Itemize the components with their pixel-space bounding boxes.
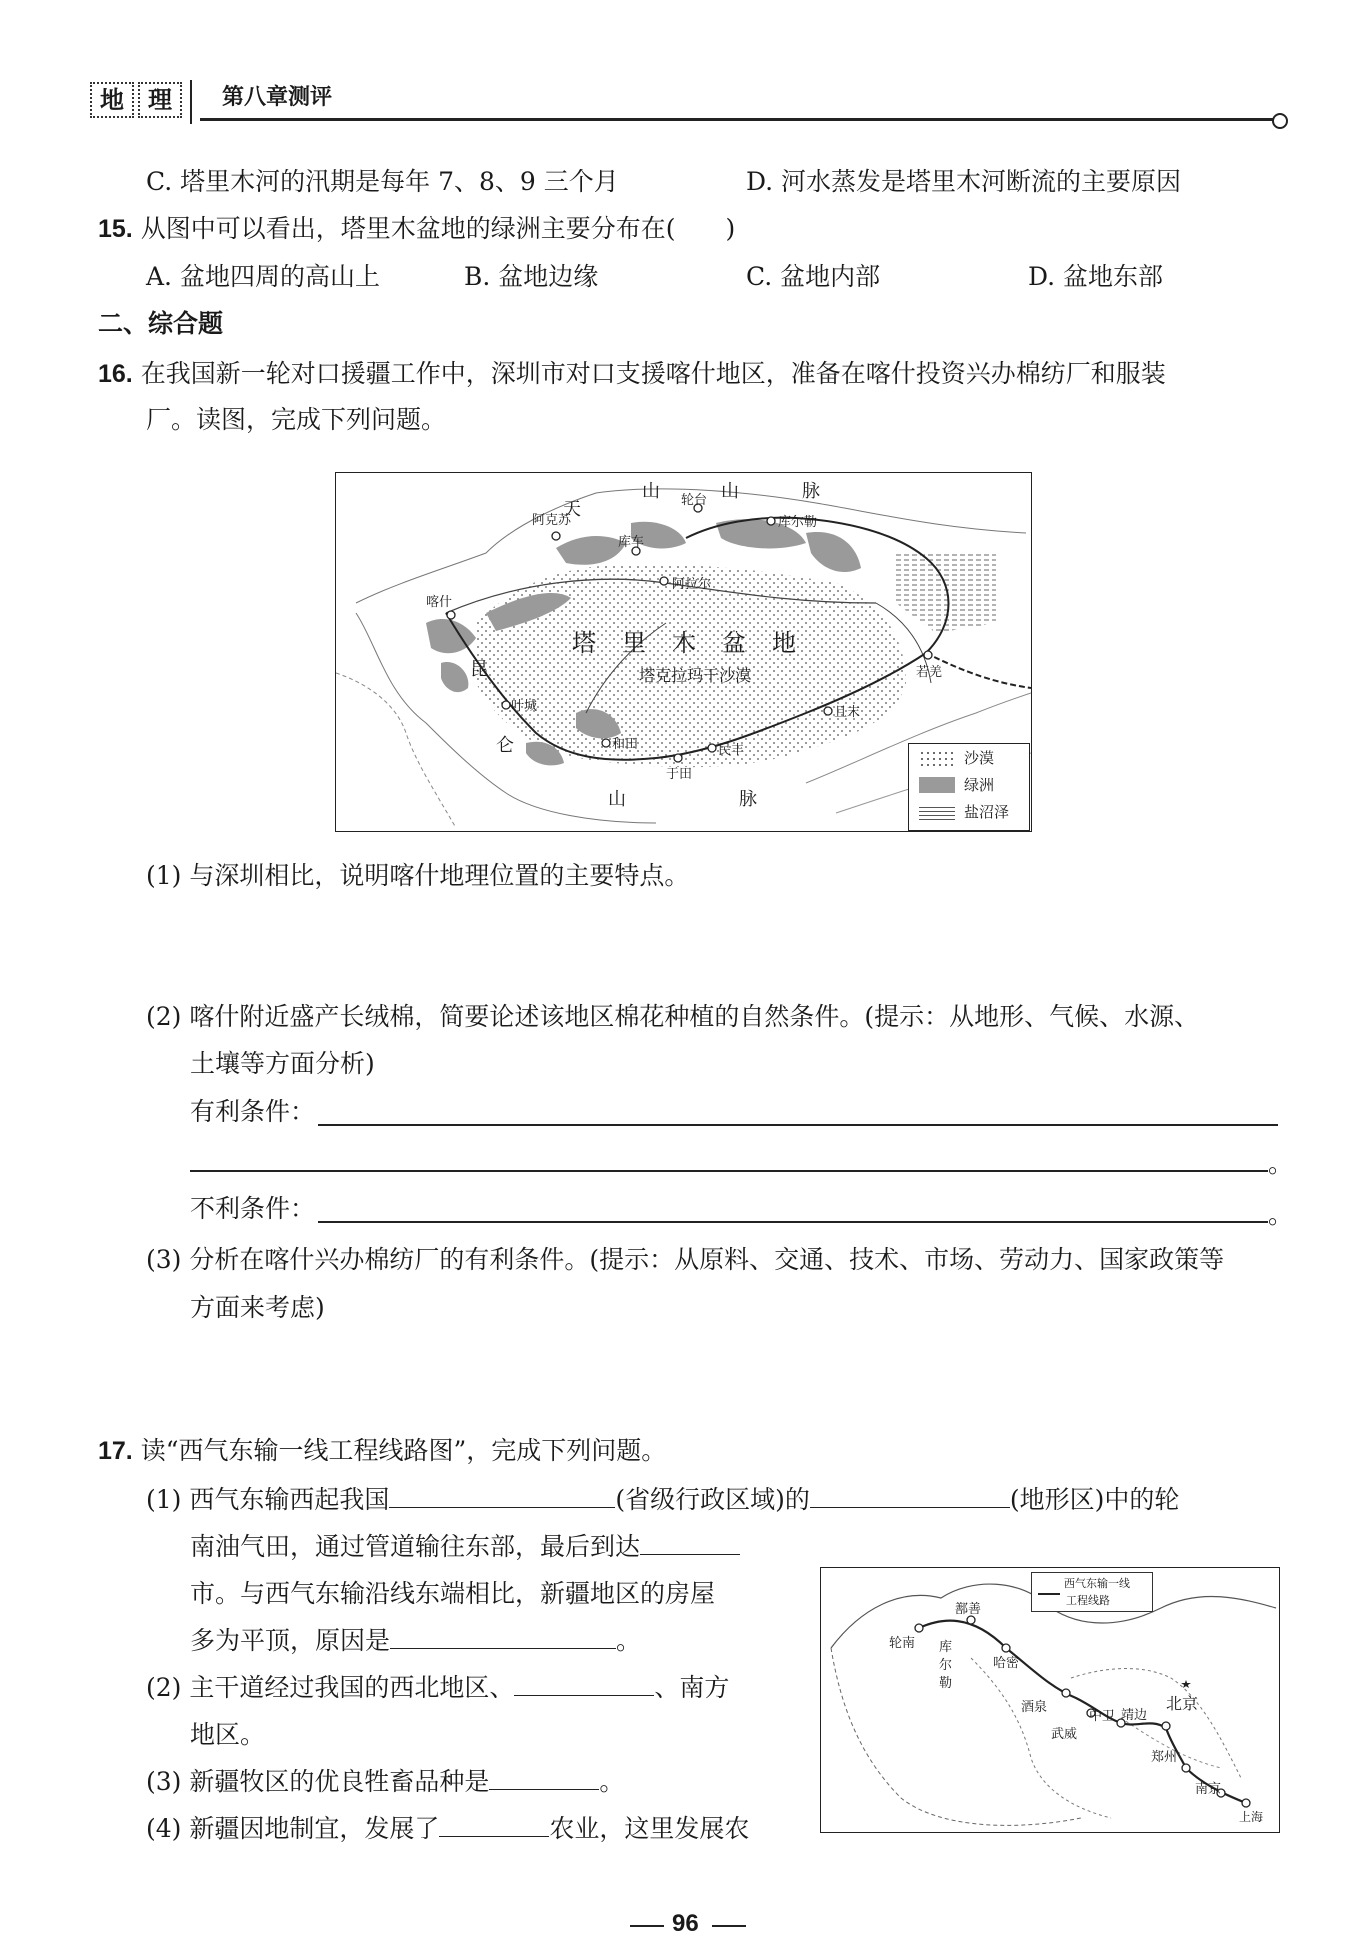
mountain-char: 昆 — [470, 659, 488, 680]
mountain-char: 天 — [563, 499, 581, 520]
livestock-blank[interactable] — [489, 1767, 599, 1790]
city-label: 和田 — [612, 737, 639, 752]
question-stem: 读“西气东输一线工程线路图”，完成下列问题。 — [140, 1436, 667, 1465]
favorable-answer-line-2[interactable] — [190, 1170, 1268, 1172]
q17-sub1-text: 多为平顶，原因是 — [190, 1626, 391, 1655]
city-label: 靖边 — [1121, 1708, 1148, 1723]
question-16-line1 — [98, 358, 1166, 390]
chapter-title: 第八章测评 — [222, 84, 333, 110]
city-label: 郑州 — [1151, 1750, 1178, 1765]
marsh-swatch — [919, 804, 955, 820]
q17-sub1-line2 — [190, 1531, 740, 1563]
q17-sub2-line2: 地区。 — [190, 1720, 266, 1749]
period-mark: 。 — [599, 1767, 625, 1796]
map-legend — [908, 743, 1030, 831]
header-divider — [190, 80, 192, 124]
q16-sub1: (1) 与深圳相比，说明喀什地理位置的主要特点。 — [146, 861, 690, 890]
q17-sub1-line4 — [190, 1625, 641, 1657]
pipeline-legend-swatch — [1038, 1593, 1060, 1595]
question-stem: 在我国新一轮对口援疆工作中，深圳市对口支援喀什地区，准备在喀什投资兴办棉纺厂和服装 — [140, 359, 1166, 388]
city-blank[interactable] — [640, 1532, 740, 1555]
tarim-basin-map — [335, 472, 1032, 832]
q15-option-b: B. 盆地边缘 — [464, 262, 599, 291]
city-label: 若羌 — [916, 665, 943, 680]
q17-sub2-line1 — [146, 1672, 729, 1704]
mountain-char: 脉 — [739, 789, 757, 810]
period-mark: 。 — [616, 1626, 642, 1655]
question-16-line2: 厂。读图，完成下列问题。 — [146, 405, 447, 434]
pipeline-map — [820, 1567, 1280, 1833]
mountain-char: 仑 — [496, 735, 514, 756]
favorable-label: 有利条件： — [190, 1097, 316, 1126]
city-label: 中卫 — [1089, 1709, 1116, 1724]
oasis-swatch — [919, 777, 955, 793]
city-label: 北京 — [1166, 1694, 1199, 1713]
q17-sub1-line1 — [146, 1484, 1179, 1516]
q17-sub1-text: 南油气田，通过管道输往东部，最后到达 — [190, 1532, 641, 1561]
question-15 — [98, 213, 735, 245]
favorable-answer-line[interactable] — [318, 1124, 1278, 1126]
period-mark: 。 — [1268, 1149, 1294, 1178]
legend-label: 沙漠 — [964, 749, 995, 767]
city-label: 武威 — [1051, 1727, 1078, 1742]
legend-label: 盐沼泽 — [964, 803, 1010, 821]
city-label: 于田 — [666, 767, 693, 782]
q15-option-d: D. 盆地东部 — [1028, 262, 1164, 291]
subject-badge-1: 地 — [90, 82, 134, 118]
city-label: 上海 — [1239, 1810, 1264, 1824]
footer-dash-right — [712, 1925, 746, 1927]
mountain-char: 脉 — [802, 481, 820, 502]
q16-sub2-line2: 土壤等方面分析) — [190, 1049, 375, 1078]
city-label: 轮南 — [889, 1636, 916, 1651]
q15-option-c: C. 盆地内部 — [746, 262, 881, 291]
unfavorable-label: 不利条件： — [190, 1194, 316, 1223]
city-label: 哈密 — [993, 1656, 1020, 1671]
q16-sub3-line2: 方面来考虑) — [190, 1293, 325, 1322]
city-label: 阿拉尔 — [672, 577, 712, 592]
basin-label: 塔 里 木 盆 地 — [572, 629, 797, 657]
legend-label: 西气东输一线 — [1064, 1577, 1130, 1590]
q16-sub3-line1: (3) 分析在喀什兴办棉纺厂的有利条件。(提示：从原料、交通、技术、市场、劳动力、国家政策等 — [146, 1245, 1225, 1274]
header-rule — [200, 118, 1277, 121]
province-blank[interactable] — [389, 1485, 615, 1508]
city-label-char: 库 — [939, 1640, 953, 1655]
q17-sub4-text: 农业，这里发展农 — [549, 1814, 750, 1843]
q17-sub2-text: (2) 主干道经过我国的西北地区、 — [146, 1673, 515, 1702]
landform-blank[interactable] — [810, 1485, 1010, 1508]
legend-label: 工程线路 — [1066, 1594, 1110, 1607]
reason-blank[interactable] — [390, 1626, 616, 1649]
city-label: 喀什 — [426, 595, 453, 610]
q17-sub1-text: (1) 西气东输西起我国 — [146, 1485, 390, 1514]
unfavorable-answer-line[interactable] — [318, 1221, 1268, 1223]
city-label: 叶城 — [511, 699, 538, 714]
question-number: 17. — [98, 1437, 133, 1465]
q17-sub4-text: (4) 新疆因地制宜，发展了 — [146, 1814, 440, 1843]
city-label: 南京 — [1195, 1782, 1222, 1797]
page-number: 96 — [672, 1910, 699, 1937]
q17-sub4 — [146, 1813, 749, 1845]
city-label: 鄯善 — [955, 1602, 982, 1617]
q15-option-a: A. 盆地四周的高山上 — [146, 262, 380, 291]
question-number: 16. — [98, 360, 133, 388]
desert-label: 塔克拉玛干沙漠 — [639, 666, 752, 685]
city-label-char: 尔 — [939, 1658, 953, 1673]
q17-sub1-line3: 市。与西气东输沿线东端相比，新疆地区的房屋 — [190, 1579, 716, 1608]
city-label-char: 勒 — [939, 1676, 953, 1691]
question-17 — [98, 1435, 666, 1467]
mountain-char: 山 — [721, 481, 739, 502]
city-label: 且末 — [834, 705, 861, 720]
period-mark: 。 — [1268, 1200, 1294, 1229]
header-rule-dot — [1272, 113, 1288, 129]
q17-sub3 — [146, 1766, 624, 1798]
desert-swatch — [919, 750, 955, 766]
city-label: 民丰 — [718, 743, 745, 758]
legend-label: 绿洲 — [964, 776, 995, 794]
mountain-char: 山 — [608, 789, 626, 810]
subject-badge-2: 理 — [138, 82, 182, 118]
city-label: 阿克苏 — [532, 513, 572, 528]
q17-sub1-text: (地形区)中的轮 — [1009, 1485, 1180, 1514]
question-stem: 从图中可以看出，塔里木盆地的绿洲主要分布在( ) — [140, 214, 736, 243]
question-number: 15. — [98, 215, 133, 243]
q16-sub2-line1: (2) 喀什附近盛产长绒棉，简要论述该地区棉花种植的自然条件。(提示：从地形、气候、水源、 — [146, 1002, 1200, 1031]
agriculture-blank[interactable] — [439, 1814, 549, 1837]
q17-sub2-text: 、南方 — [654, 1673, 730, 1702]
city-label: 酒泉 — [1021, 1700, 1048, 1715]
section-title: 二、综合题 — [98, 309, 224, 338]
pipeline-legend — [1031, 1572, 1153, 1612]
q14-option-d: D. 河水蒸发是塔里木河断流的主要原因 — [746, 167, 1182, 196]
footer-dash-left — [630, 1925, 664, 1927]
q17-sub1-text: (省级行政区域)的 — [615, 1485, 810, 1514]
mountain-char: 山 — [642, 481, 660, 502]
q14-option-c: C. 塔里木河的汛期是每年 7、8、9 三个月 — [146, 167, 619, 196]
region-blank[interactable] — [514, 1673, 654, 1696]
city-label: 库尔勒 — [778, 515, 818, 530]
q17-sub3-text: (3) 新疆牧区的优良牲畜品种是 — [146, 1767, 490, 1796]
city-label: 库车 — [618, 535, 645, 550]
city-label: 轮台 — [681, 493, 708, 508]
